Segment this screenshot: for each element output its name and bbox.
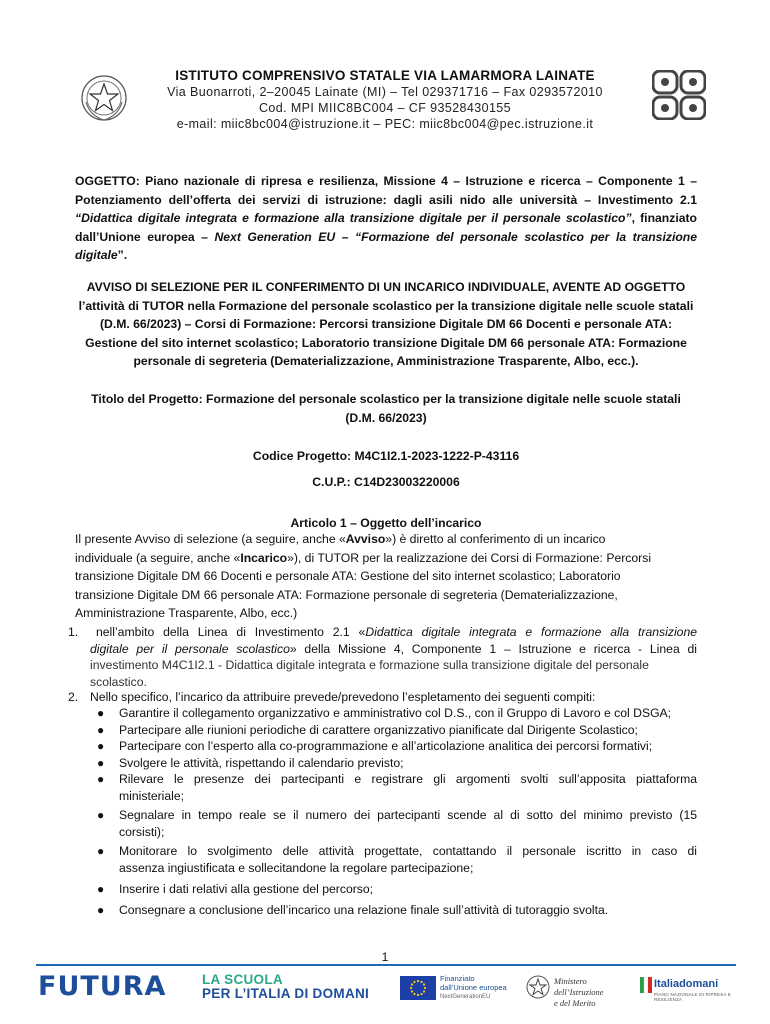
scuola-italia-domani-logo — [202, 971, 382, 1001]
scuola-logo-line: PER L’ITALIA DI DOMANI — [202, 986, 370, 1001]
intro-line: individuale (a seguire, anche «Incarico»), di TUTOR per la realizzazione dei Corsi di Formazione: Percorsi — [75, 550, 652, 565]
italiadomani-logo — [638, 972, 738, 1002]
intro-line: Il presente Avviso di selezione (a seguire, anche «Avviso») è diretto al conferimento di un incarico — [75, 532, 606, 546]
notice-line: personale di segreteria (Dematerializzazione, Amministrazione Trasparente, Albo, ecc.). — [133, 354, 639, 369]
project-title — [75, 390, 697, 427]
subject-line: “Didattica digitale integrata e formazione alla transizione digitale per il personale scolastico”, finanziato — [75, 211, 697, 226]
project-title-line: (D.M. 66/2023) — [345, 410, 427, 425]
subject-line: OGGETTO: Piano nazionale di ripresa e resilienza, Missione 4 – Istruzione e ricerca – Componente 1 – — [75, 174, 697, 188]
eu-funding-logo — [400, 974, 512, 1002]
notice-line: (D.M. 66/2023) – Corsi di Formazione: Percorsi transizione Digitale DM 66 Docenti e personale ATA: — [99, 317, 673, 332]
school-logo-icon — [652, 70, 706, 120]
project-title-line: Titolo del Progetto: Formazione del personale scolastico per la transizione digitale nelle scuole statali — [91, 392, 681, 406]
bullet-icon: ● — [97, 844, 105, 858]
school-header — [130, 68, 640, 132]
item-line: digitale per il personale scolastico» della Missione 4, Componente 1 – Istruzione e ricerca - Linea di — [90, 641, 697, 656]
task-item: ● Partecipare alle riunioni periodiche di carattere organizzativo pianificate dal Dirigente Scolastico; — [97, 722, 638, 737]
eu-flag-icon — [400, 976, 436, 1000]
article-title: Articolo 1 – Oggetto dell’incarico — [290, 516, 482, 530]
project-code: Codice Progetto: M4C1I2.1-2023-1222-P-43116 — [252, 449, 520, 463]
page-number: 1 — [381, 950, 389, 964]
bullet-icon: ● — [97, 722, 105, 737]
bullet-icon: ● — [97, 808, 105, 822]
task-item: ● Consegnare a conclusione dell’incarico una relazione finale sull’attività di tutoraggio svolta. — [97, 902, 609, 917]
notice-line: AVVISO DI SELEZIONE PER IL CONFERIMENTO DI UN INCARICO INDIVIDUALE, AVENTE AD OGGETTO — [86, 280, 686, 294]
school-email: e-mail: miic8bc004@istruzione.it – PEC: miic8bc004@pec.istruzione.it — [176, 117, 594, 131]
task-item: ● Partecipare con l’esperto alla co-programmazione e all’articolazione analitica dei percorsi formativi; — [97, 739, 653, 753]
eu-logo-line: dall’Unione europea — [440, 983, 507, 992]
intro-line: transizione Digitale DM 66 Docenti e personale ATA: Gestione del sito internet scolastico; Laboratorio — [75, 569, 621, 584]
intro-line: transizione Digitale DM 66 personale ATA: Formazione personale di segreteria (Dematerializzazione, — [75, 587, 618, 602]
futura-logo: FUTURA — [38, 971, 167, 1002]
italy-flag-icon — [640, 977, 652, 993]
notice-heading — [75, 278, 697, 371]
cup-code: C.U.P.: C14D23003220006 — [312, 475, 460, 489]
task-item: ● Inserire i dati relativi alla gestione del percorso; — [97, 882, 374, 896]
list-item — [90, 624, 697, 690]
article-intro — [75, 530, 697, 623]
scuola-logo-line: LA SCUOLA — [202, 972, 283, 987]
intro-line: Amministrazione Trasparente, Albo, ecc.) — [75, 606, 298, 621]
italiadomani-text: Italiadomani — [654, 978, 719, 990]
item-number: 2. — [68, 690, 79, 704]
notice-line: Gestione del sito internet scolastico; Laboratorio transizione Digitale DM 66 personale ATA: Formazione — [85, 335, 687, 350]
item-line: nell’ambito della Linea di Investimento 2.1 «Didattica digitale integrata e formazione alla transizione — [96, 625, 697, 639]
task-item: ● Garantire il collegamento organizzativo e amministrativo col D.S., con il Gruppo di Lavoro e col DSGA; — [97, 706, 672, 720]
item-line: investimento M4C1I2.1 - Didattica digitale integrata e formazione sulla transizione digitale del personale — [90, 658, 649, 672]
bullet-icon: ● — [97, 882, 105, 896]
bullet-icon: ● — [97, 902, 105, 917]
bullet-icon: ● — [97, 739, 105, 753]
subject-line: dall’Unione europea – Next Generation EU – “Formazione del personale scolastico per la transizione — [75, 229, 697, 244]
bullet-icon: ● — [97, 706, 105, 720]
eu-logo-line: NextGenerationEU — [440, 994, 491, 1000]
list-item — [90, 689, 697, 706]
item-line: Nello specifico, l’incarico da attribuire prevede/prevedono l’espletamento dei seguenti compiti: — [90, 690, 596, 704]
item-number: 1. — [68, 625, 79, 639]
task-item: ● Segnalare in tempo reale se il numero dei partecipanti scende al di sotto del minimo previsto (15 corsisti); — [97, 808, 697, 839]
school-codes: Cod. MPI MIIC8BC004 – CF 93528430155 — [258, 101, 512, 115]
subject-block — [75, 172, 697, 265]
school-address: Via Buonarroti, 2–20045 Lainate (MI) – Tel 029371716 – Fax 0293572010 — [167, 85, 603, 99]
ministry-logo-line: Ministero dell’Istruzione e del Merito — [554, 976, 604, 1008]
ministry-logo — [522, 972, 632, 1008]
item-line: scolastico. — [90, 674, 147, 689]
notice-line: l’attività di TUTOR nella Formazione del personale scolastico per la transizione digitale nelle scuole statali — [78, 298, 694, 313]
bullet-icon: ● — [97, 772, 105, 786]
italian-republic-emblem-icon — [80, 72, 128, 124]
task-item: ● Svolgere le attività, rispettando il calendario previsto; — [97, 755, 404, 770]
task-item: ● Rilevare le presenze dei partecipanti e registrare gli argomenti svolti sull’apposita piattaforma ministeriale; — [97, 772, 697, 803]
school-name: ISTITUTO COMPRENSIVO STATALE VIA LAMARMORA LAINATE — [175, 68, 595, 83]
task-item: ● Monitorare lo svolgimento delle attività progettate, contattando il personale iscritto in caso di assenza ingiustificata e sollecitandone la regolare partecipazione; — [97, 844, 697, 875]
eu-logo-line: Finanziato — [440, 974, 475, 983]
footer-divider — [36, 964, 736, 966]
bullet-icon: ● — [97, 755, 105, 770]
tasks-list — [94, 705, 697, 918]
italiadomani-subtext: PIANO NAZIONALE DI RIPRESA E RESILIENZA — [654, 992, 732, 1002]
subject-line: digitale”. — [75, 248, 128, 263]
subject-line: Potenziamento dell’offerta dei servizi di istruzione: dagli asili nido alle università – Investimento 2.1 — [75, 192, 697, 207]
ministry-emblem-icon — [526, 974, 550, 1000]
